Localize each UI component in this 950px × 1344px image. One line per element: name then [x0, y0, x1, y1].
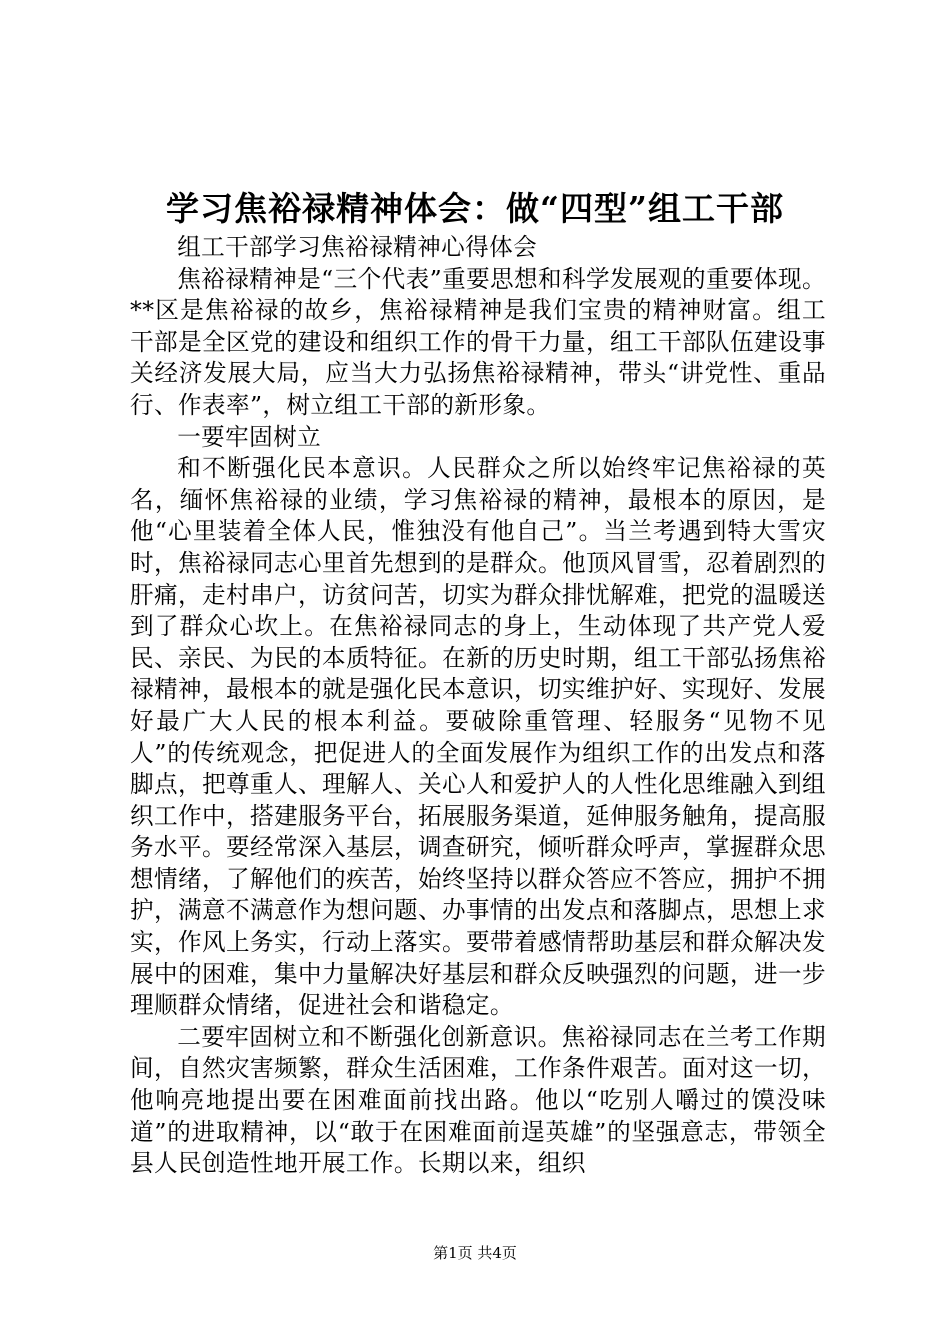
paragraph-subtitle: 组工干部学习焦裕禄精神心得体会 [177, 233, 538, 261]
paragraph-heading-one: 一要牢固树立 [177, 422, 322, 451]
document-body [130, 232, 826, 1180]
page-footer: 第1页 共4页 [433, 1244, 517, 1262]
document-title: 学习焦裕禄精神体会：做“四型”组工干部 [166, 189, 784, 228]
paragraph-people-awareness: 和不断强化民本意识。人民群众之所以始终牢记焦裕禄的英名，缅怀焦裕禄的业绩，学习焦裕禄的精神，最根本的原因，是他“心里装着全体人民，惟独没有他自己”。当兰考遇到特大雪灾时，焦裕禄同志心里首先想到的是群众。他顶风冒雪，忍着剧烈的肝痛，走村串户，访贫问苦，切实为群众排忧解难，把党的温暖送到了群众心坎上。在焦裕禄同志的身上，生动体现了共产党人爱民、亲民、为民的本质特征。在新的历史时期，组工干部弘扬焦裕禄精神，最根本的就是强化民本意识，切实维护好、实现好、发展好最广大人民的根本利益。要破除重管理、轻服务“见物不见人”的传统观念，把促进人的全面发展作为组织工作的出发点和落脚点，把尊重人、理解人、关心人和爱护人的人性化思维融入到组织工作中，搭建服务平台，拓展服务渠道，延伸服务触角，提高服务水平。要经常深入基层，调查研究，倾听群众呼声，掌握群众思想情绪，了解他们的疾苦，始终坚持以群众答应不答应，拥护不拥护，满意不满意作为想问题、办事情的出发点和落脚点，思想上求实，作风上务实，行动上落实。要带着感情帮助基层和群众解决发展中的困难，集中力量解决好基层和群众反映强烈的问题，进一步理顺群众情绪，促进社会和谐稳定。 [130, 454, 826, 1020]
paragraph-intro: 焦裕禄精神是“三个代表”重要思想和科学发展观的重要体现。**区是焦裕禄的故乡，焦裕禄精神是我们宝贵的精神财富。组工干部是全区党的建设和组织工作的骨干力量，组工干部队伍建设事关经济发展大局，应当大力弘扬焦裕禄精神，带头“讲党性、重品行、作表率”，树立组工干部的新形象。 [130, 264, 826, 419]
paragraph-innovation-awareness: 二要牢固树立和不断强化创新意识。焦裕禄同志在兰考工作期间，自然灾害频繁，群众生活困难，工作条件艰苦。面对这一切，他响亮地提出要在困难面前找出路。他以“吃别人嚼过的馍没味道”的进取精神，以“敢于在困难面前逞英雄”的坚强意志，带领全县人民创造性地开展工作。长期以来，组织 [130, 1022, 826, 1178]
